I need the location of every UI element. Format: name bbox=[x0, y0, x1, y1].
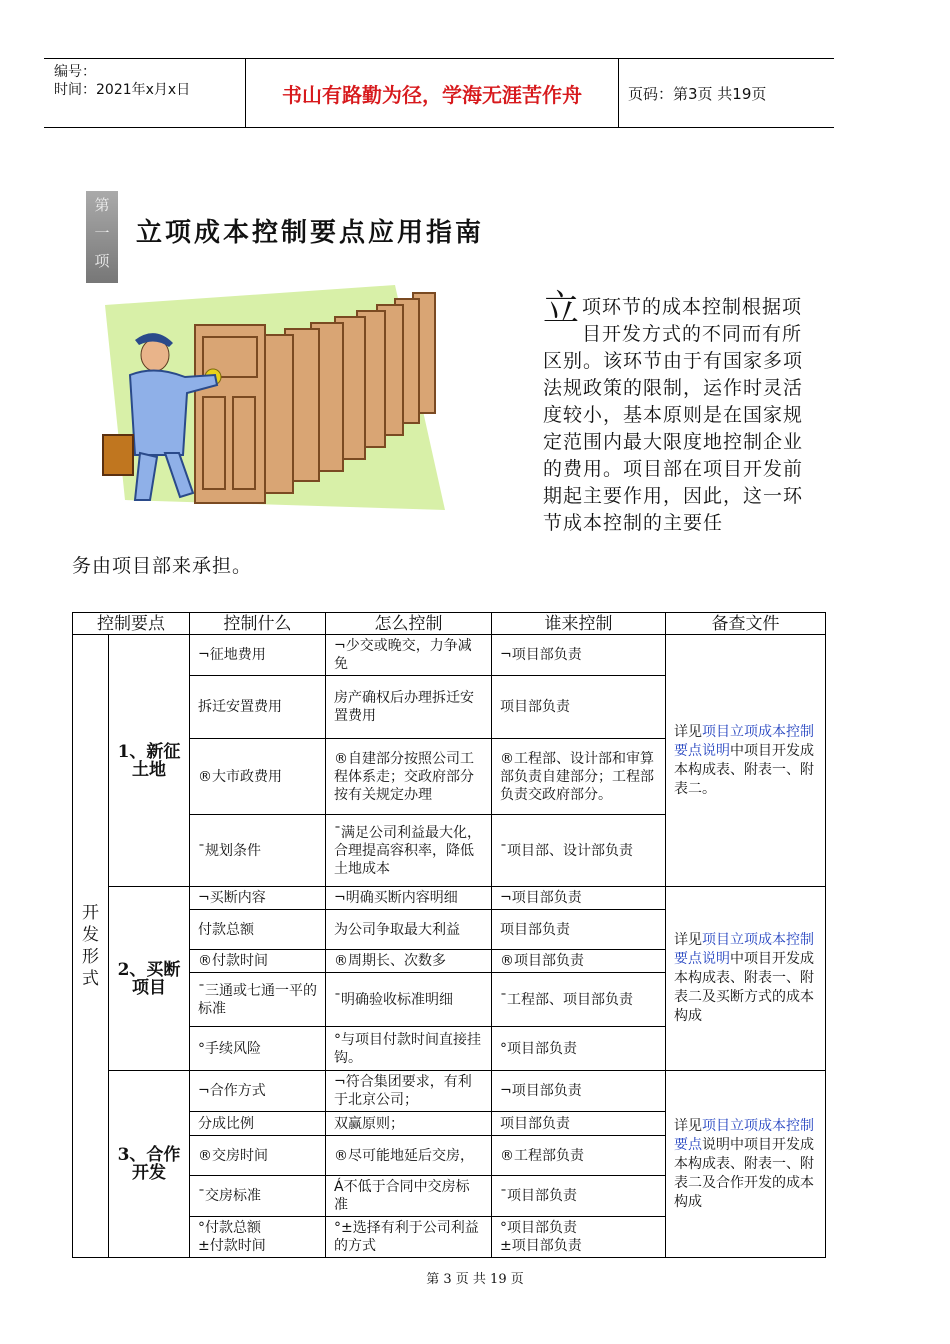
header-page-number: 页码：第3页 共19页 bbox=[628, 85, 767, 103]
cell-how: 双赢原则； bbox=[326, 1112, 492, 1136]
doors-illustration bbox=[95, 285, 445, 515]
intro-text: 项环节的成本控制根据项目开发方式的不同而有所区别。该环节由于有国家多项法规政策的限制，运作时灵活度较小，基本原则是在国家规定范围内最大限度地控制企业的费用。项目部在项目开发前期起主要作用，因此，这一环节成本控制的主要任 bbox=[543, 296, 804, 534]
cost-control-table bbox=[72, 612, 826, 1258]
cell-who: 项目部负责 bbox=[492, 676, 666, 739]
reference-cell bbox=[666, 635, 826, 887]
ref-prefix: 详见 bbox=[674, 723, 702, 740]
cell-what: ¯规划条件 bbox=[190, 815, 326, 887]
cell-what: ¬合作方式 bbox=[190, 1071, 326, 1112]
cell-how: °与项目付款时间直接挂钩。 bbox=[326, 1027, 492, 1071]
intro-tail: 务由项目部来承担。 bbox=[72, 555, 253, 577]
cell-how: Á不低于合同中交房标准 bbox=[326, 1176, 492, 1217]
col-header: 怎么控制 bbox=[326, 613, 492, 635]
cell-how: ®自建部分按照公司工程体系走；交政府部分按有关规定办理 bbox=[326, 739, 492, 815]
ref-link[interactable]: 项目立项成本控制要点 bbox=[674, 1117, 814, 1153]
page-footer: 第 3 页 共 19 页 bbox=[426, 1272, 524, 1287]
cell-who: ¯项目部负责 bbox=[492, 1176, 666, 1217]
group-label: 1、新征土地 bbox=[109, 635, 190, 887]
cell-what: °手续风险 bbox=[190, 1027, 326, 1071]
section-title: 立项成本控制要点应用指南 bbox=[136, 218, 485, 248]
cell-how: ¯满足公司利益最大化，合理提高容积率，降低土地成本 bbox=[326, 815, 492, 887]
col-header: 备查文件 bbox=[666, 613, 826, 635]
time-label: 时间：2021年x月x日 bbox=[54, 82, 191, 98]
reference-cell bbox=[666, 887, 826, 1071]
reference-cell bbox=[666, 1071, 826, 1258]
col-header: 控制什么 bbox=[190, 613, 326, 635]
cell-what: °付款总额 ±付款时间 bbox=[190, 1217, 326, 1258]
drop-cap: 立 bbox=[543, 288, 581, 329]
cell-how: ¬明确买断内容明细 bbox=[326, 887, 492, 910]
table-row bbox=[73, 887, 826, 910]
cell-who: ¬项目部负责 bbox=[492, 635, 666, 676]
ref-suffix: 中项目开发成本构成表、附表一、附表二及买断方式的成本构成 bbox=[674, 951, 814, 1024]
cell-what: ®大市政费用 bbox=[190, 739, 326, 815]
page-header bbox=[44, 58, 834, 128]
header-divider bbox=[618, 59, 619, 127]
ref-suffix: 中项目开发成本构成表、附表一、附表二。 bbox=[674, 742, 814, 797]
header-motto: 书山有路勤为径，学海无涯苦作舟 bbox=[282, 83, 582, 107]
group-label: 2、买断项目 bbox=[109, 887, 190, 1071]
cell-who: 项目部负责 bbox=[492, 910, 666, 950]
main-group-label: 开发形式 bbox=[73, 635, 109, 1258]
col-header: 控制要点 bbox=[73, 613, 190, 635]
cell-who: ¯项目部、设计部负责 bbox=[492, 815, 666, 887]
cell-who: ®工程部负责 bbox=[492, 1136, 666, 1176]
cell-what: ®付款时间 bbox=[190, 950, 326, 973]
section-badge-char: 项 bbox=[94, 252, 110, 270]
group-label: 3、合作开发 bbox=[109, 1071, 190, 1258]
cell-who: °项目部负责 ±项目部负责 bbox=[492, 1217, 666, 1258]
cell-who: ®工程部、设计部和审算部负责自建部分；工程部负责交政府部分。 bbox=[492, 739, 666, 815]
cell-how: ¬少交或晚交，力争减免 bbox=[326, 635, 492, 676]
cell-who: ®项目部负责 bbox=[492, 950, 666, 973]
cell-what: ¬买断内容 bbox=[190, 887, 326, 910]
cell-who: 项目部负责 bbox=[492, 1112, 666, 1136]
cell-how: °±选择有利于公司利益的方式 bbox=[326, 1217, 492, 1258]
section-badge-char: 第 bbox=[94, 196, 110, 214]
cell-what: ¯三通或七通一平的标准 bbox=[190, 973, 326, 1027]
section-badge-char: 一 bbox=[94, 224, 110, 242]
cell-who: ¯工程部、项目部负责 bbox=[492, 973, 666, 1027]
cell-who: °项目部负责 bbox=[492, 1027, 666, 1071]
section-badge bbox=[86, 191, 118, 283]
table-header-row bbox=[73, 613, 826, 635]
table-row bbox=[73, 635, 826, 676]
cell-what: ¬征地费用 bbox=[190, 635, 326, 676]
ref-prefix: 详见 bbox=[674, 932, 702, 948]
cell-who: ¬项目部负责 bbox=[492, 1071, 666, 1112]
serial-label: 编号： bbox=[54, 64, 96, 80]
table-row bbox=[73, 1071, 826, 1112]
intro-paragraph bbox=[543, 288, 809, 537]
col-header: 谁来控制 bbox=[492, 613, 666, 635]
ref-suffix: 说明中项目开发成本构成表、附表一、附表二及合作开发的成本构成 bbox=[674, 1136, 814, 1210]
cell-how: ¯明确验收标准明细 bbox=[326, 973, 492, 1027]
cell-what: 分成比例 bbox=[190, 1112, 326, 1136]
ref-prefix: 详见 bbox=[674, 1117, 702, 1134]
cell-what: 付款总额 bbox=[190, 910, 326, 950]
ref-link[interactable]: 项目立项成本控制要点说明 bbox=[674, 932, 814, 967]
header-meta bbox=[54, 63, 190, 99]
cell-how: ®周期长、次数多 bbox=[326, 950, 492, 973]
cell-who: ¬项目部负责 bbox=[492, 887, 666, 910]
cell-what: ¯交房标准 bbox=[190, 1176, 326, 1217]
cell-how: 房产确权后办理拆迁安置费用 bbox=[326, 676, 492, 739]
cell-what: 拆迁安置费用 bbox=[190, 676, 326, 739]
cell-what: ®交房时间 bbox=[190, 1136, 326, 1176]
cell-how: ¬符合集团要求，有利于北京公司； bbox=[326, 1071, 492, 1112]
cell-how: 为公司争取最大利益 bbox=[326, 910, 492, 950]
cell-how: ®尽可能地延后交房， bbox=[326, 1136, 492, 1176]
ref-link[interactable]: 项目立项成本控制要点说明 bbox=[674, 723, 814, 759]
